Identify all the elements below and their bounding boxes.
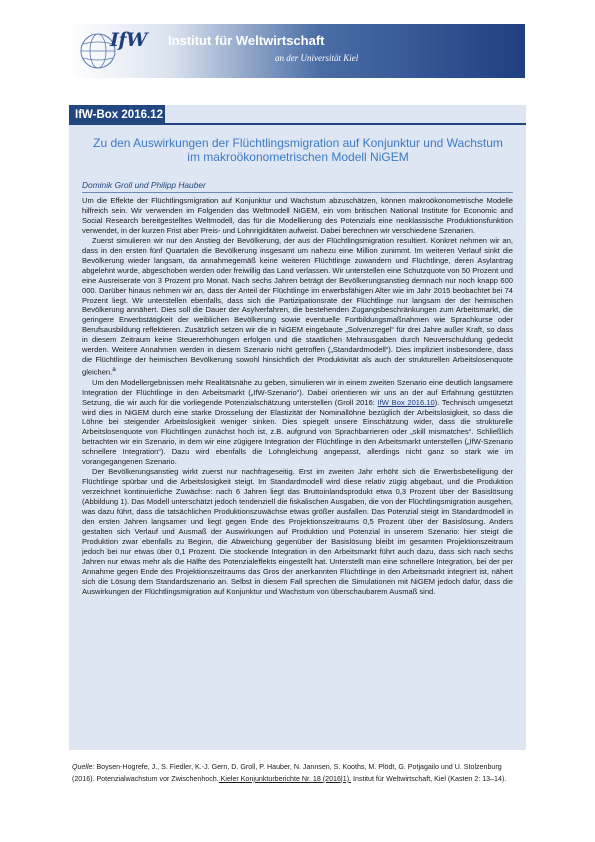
- paragraph-2-text: Zuerst simulieren wir nur den Anstieg der Bevölkerung, der aus der Flüchtlingsmigration resultiert. Konkret nehmen wir an, dass in den ersten fünf Quartalen die Bevölkerung insgesamt um nahezu eine Million zunimmt. Im weiteren Verlauf sinkt die Bevölkerung wieder langsam, da annahmegemäß keine weiteren Flüchtlinge zuwandern und Flüchtlinge, deren Asylantrag abgelehnt wurde, abgeschoben werden oder freiwillig das Land verlassen. Wir unterstellen eine Schutzquote von 50 Prozent und eine Ausreiserate von 3 Prozent pro Monat. Nach sechs Jahren beträgt der Bevölkerungsanstieg demnach nur noch knapp 600 000. Darüber hinaus nehmen wir an, dass der Anteil der Flüchtlinge im erwerbsfähigen Alter wie im Jahr 2015 beobachtet bei 74 Prozent liegt. Wir unterstellen ebenfalls, dass sich die Partizipationsrate der Flüchtlinge nur langsam der der heimischen Bevölkerung annähert. Dies soll die Dauer der Asylverfahren, die bestehenden Zugangsbeschränkungen zum Arbeitsmarkt, die geringere Erwerbstätigkeit der weiblichen Bevölkerung sowie eventuelle Fortbildungsmaßnahmen wie Sprachkurse oder Berufsausbildung reflektieren. Zusätzlich setzen wir die in NiGEM eingebaute „Solvenzregel“ für drei Jahre außer Kraft, so dass in diesem Zeitraum keine Steuererhöhungen erfolgen und die staatlichen Mehrausgaben durch Neuverschuldung gedeckt werden. Weitere Annahmen werden in diesem Szenario nicht getroffen („Standardmodell“). Dies impliziert insbesondere, dass die Flüchtlinge der heimischen Bevölkerung sowohl hinsichtlich der Produktivität als auch der strukturellen Arbeitslosenquote gleichen.: [82, 235, 513, 377]
- paragraph-3: [82, 378, 513, 468]
- institute-subtitle: an der Universität Kiel: [275, 53, 359, 63]
- source-link[interactable]: Kieler Konjunkturberichte Nr. 18 (2016|1).: [218, 774, 352, 783]
- authors-divider: [82, 192, 513, 193]
- paragraph-2: [82, 236, 513, 378]
- box-title: [83, 136, 513, 164]
- source-label: Quelle:: [72, 763, 95, 771]
- box-title-line-1: Zu den Auswirkungen der Flüchtlingsmigration auf Konjunktur und Wachstum: [93, 136, 503, 150]
- ifw-box-link[interactable]: IfW Box 2016.10: [377, 397, 435, 407]
- source-text-a: Boysen-Hogrefe, J., S. Fiedler, K.-J. Gern, D. Groll, P. Hauber, N. Jannsen, S. Kooths, M. Plödt, G. Potjagailo und U. Stolzenburg (2016). Potenzialwachstum vor Zwischenhoch.: [72, 763, 502, 783]
- ifw-logo-text: IfW: [110, 29, 147, 51]
- box-body: [82, 196, 513, 597]
- authors: Dominik Groll und Philipp Hauber: [82, 180, 206, 190]
- source-text-b: Institut für Weltwirtschaft, Kiel (Kasten 2: 13–14).: [351, 774, 507, 783]
- footnote-marker: a: [112, 366, 116, 374]
- header-banner: [70, 24, 525, 78]
- source-note: [72, 762, 522, 786]
- paragraph-3-text-b: ). Technisch umgesetzt wird dies in NiGEM durch eine starke Drosselung der Elastizität der Nominallöhne bezüglich der Arbeitslosigkeit, so dass die Löhne bei steigender Arbeitslosigkeit weniger sinken. Dies spiegelt unsere Einschätzung wider, dass die strukturelle Arbeitslosenquote von Flüchtlingen zunächst hoch ist, z.B. aufgrund von Sprachbarrieren oder „skill mismatches“. Schließlich betrachten wir ein Szenario, in dem wir eine zügigere Integration der Flüchtlinge in den Arbeitsmarkt unterstellen („IfW-Szenario schnellere Integration“). Dazu wird ebenfalls die Lohngleichung angepasst, allerdings nicht ganz so stark wie im vorangegangenen Szenario.: [82, 397, 513, 467]
- paragraph-1: Um die Effekte der Flüchtlingsmigration auf Konjunktur und Wachstum abzuschätzen, können makroökonometrische Modelle hilfreich sein. Wir verwenden im Folgenden das Weltmodell NiGEM, ein vom britischen National Institute for Economic and Social Research bereitgestelltes Weltmodell, das für die Modellierung des Potenzials eine neoklassische Produktionsfunktion verwendet, in der kurzen Frist aber Preis- und Lohnrigiditäten aufweist. Dabei berechnen wir verschiedene Szenarien.: [82, 196, 513, 235]
- box-top-rule: [165, 123, 526, 125]
- institute-name: Institut für Weltwirtschaft: [168, 33, 325, 48]
- ifw-box: [69, 105, 526, 750]
- box-title-line-2: im makroökonometrischen Modell NiGEM: [187, 150, 409, 164]
- paragraph-4: Der Bevölkerungsanstieg wirkt zuerst nur nachfrageseitig. Erst im zweiten Jahr erhöht sich die Erwerbsbeteiligung der Flüchtlinge spürbar und die Arbeitslosigkeit steigt. Im Standardmodell wird diese relativ zügig abgebaut, und die Produktion verzeichnet kontinuierliche Zuwächse: nach 6 Jahren liegt das Bruttoinlandsprodukt etwa 0,3 Prozent über der Basislösung (Abbildung 1). Das Modell unterschätzt jedoch tendenziell die fiskalischen Ausgaben, die von der Flüchtlingsmigration ausgehen, was dazu führt, dass die tatsächlichen Produktionszuwächse etwas größer ausfallen. Das Potenzial steigt im Standardmodell in den ersten Jahren langsamer und liegt gegen Ende des Projektionszeitraums 0,5 Prozent über der Basislösung. Anders gestalten sich Verlauf und Ausmaß der Auswirkungen auf Produktion und Potenzial in unserem Szenario: hier steigt die Produktion zwar ebenfalls zu Beginn, die Abweichung gegenüber der Basislösung bleibt im gesamten Projektionszeitraum jedoch bei nur etwas über 0,1 Prozent. Die stockende Integration in den Arbeitsmarkt führt auch dazu, dass sich nach sechs Jahren nur etwas mehr als die Hälfte des Potenzialeffekts eingestellt hat. Unterstellt man eine schnellere Integration, bei der per Annahme gegen Ende des Projektionszeitraums das Gros der anerkannten Flüchtlinge in den Arbeitsmarkt integriert ist, nähert sich die Lösung dem Standardszenario an. Selbst in diesem Fall sprechen die Simulationen mit NiGEM jedoch dafür, dass die Auswirkungen der Flüchtlingsmigration auf Konjunktur und Wachstum von überschaubarem Ausmaß sind.: [82, 467, 513, 596]
- paragraph-3-text-a: Um den Modellergebnissen mehr Realitätsnähe zu geben, simulieren wir in einem zweiten Szenario eine deutlich langsamere Integration der Flüchtlinge in den Arbeitsmarkt („IfW-Szenario“). Dabei orientieren wir uns an der auf Erfahrung gestützten Setzung, die wir auch für die vorliegende Potenzialschätzung unterstellen (Groll 2016:: [82, 377, 513, 407]
- box-label: IfW-Box 2016.12: [69, 105, 165, 125]
